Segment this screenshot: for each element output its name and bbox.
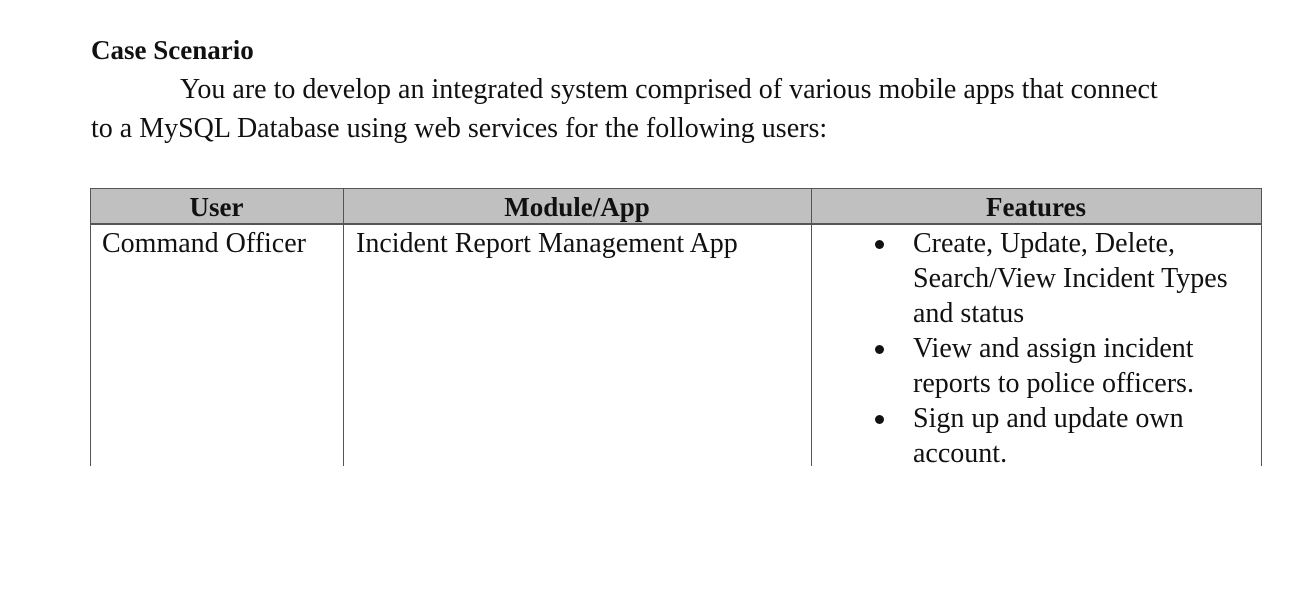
feature-item: Sign up and update own account. [811,401,1231,471]
section-title: Case Scenario [91,35,254,65]
table-border [1261,188,1262,466]
cell-module: Incident Report Management App [356,228,738,259]
paragraph-line: to a MySQL Database using web services for the following users: [91,113,828,144]
header-features: Features [986,192,1086,222]
header-user: User [189,192,244,222]
header-module: Module/App [504,192,650,222]
table-border [343,188,344,466]
cell-features [811,226,1231,471]
feature-item: Create, Update, Delete, Search/View Incident Types and status [811,226,1231,331]
users-table [90,188,1262,469]
table-border [90,188,91,466]
cell-user: Command Officer [102,228,306,259]
feature-item: View and assign incident reports to police officers. [811,331,1231,401]
features-list [811,226,1231,471]
paragraph-line: You are to develop an integrated system comprised of various mobile apps that connect [180,74,1158,105]
intro-paragraph [91,70,1271,148]
